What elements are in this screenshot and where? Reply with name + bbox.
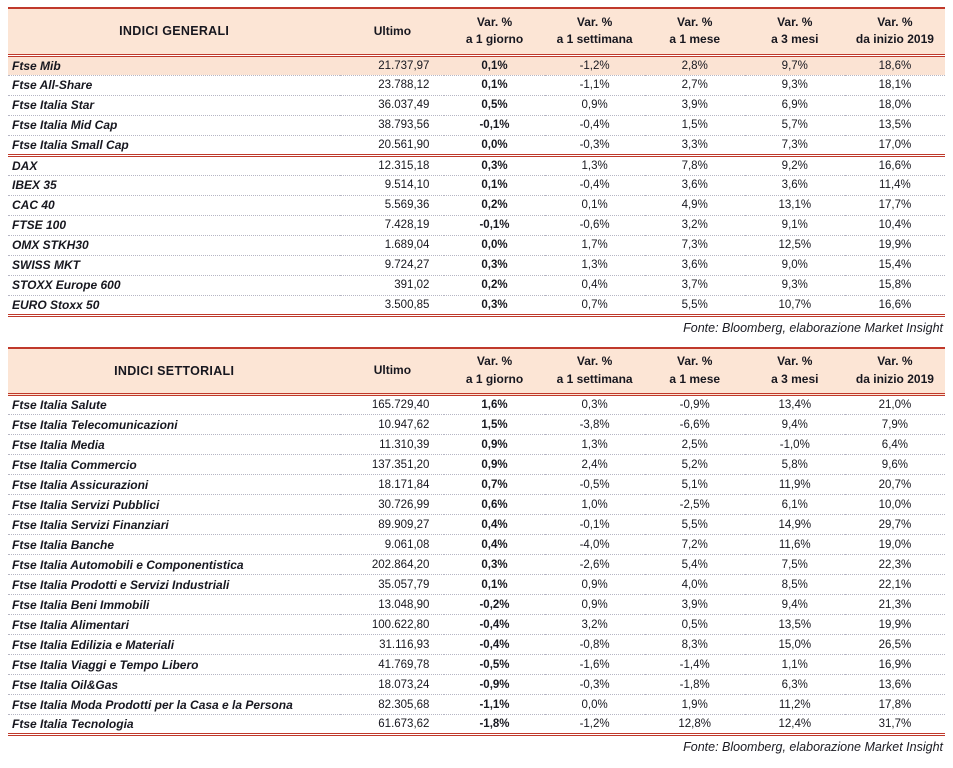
table-body bbox=[8, 55, 945, 315]
var-pct-value: 6,4% bbox=[845, 435, 945, 455]
index-name: Ftse Italia Beni Immobili bbox=[8, 595, 340, 615]
var-pct-value: 29,7% bbox=[845, 515, 945, 535]
var-pct-value: 2,8% bbox=[645, 55, 745, 75]
column-header bbox=[444, 348, 544, 395]
var-pct-value: -0,1% bbox=[545, 515, 645, 535]
index-name: DAX bbox=[8, 155, 340, 175]
var-pct-value: 15,0% bbox=[745, 635, 845, 655]
index-name: Ftse Italia Small Cap bbox=[8, 135, 340, 155]
var-pct-value: 0,1% bbox=[444, 75, 544, 95]
var-pct-value: 3,9% bbox=[645, 595, 745, 615]
index-row bbox=[8, 415, 945, 435]
column-header-line1: Var. % bbox=[677, 14, 713, 29]
ultimo-value: 31.116,93 bbox=[340, 635, 444, 655]
var-pct-value: -0,2% bbox=[444, 595, 544, 615]
ultimo-value: 5.569,36 bbox=[340, 195, 444, 215]
ultimo-value: 100.622,80 bbox=[340, 615, 444, 635]
var-pct-value: 18,6% bbox=[845, 55, 945, 75]
var-pct-value: 1,3% bbox=[545, 155, 645, 175]
var-pct-value: 4,9% bbox=[645, 195, 745, 215]
index-row bbox=[8, 75, 945, 95]
var-pct-value: 7,5% bbox=[745, 555, 845, 575]
index-name: Ftse Italia Star bbox=[8, 95, 340, 115]
index-row bbox=[8, 635, 945, 655]
var-pct-value: 9,2% bbox=[745, 155, 845, 175]
var-pct-value: 12,4% bbox=[745, 715, 845, 735]
ultimo-value: 11.310,39 bbox=[340, 435, 444, 455]
column-header-line1: Var. % bbox=[877, 354, 913, 369]
var-pct-value: 12,5% bbox=[745, 235, 845, 255]
var-pct-value: 7,3% bbox=[645, 235, 745, 255]
var-pct-value: 3,6% bbox=[645, 175, 745, 195]
var-pct-value: 0,3% bbox=[444, 555, 544, 575]
var-pct-value: -1,2% bbox=[545, 715, 645, 735]
index-name: Ftse Italia Oil&Gas bbox=[8, 675, 340, 695]
var-pct-value: 1,5% bbox=[444, 415, 544, 435]
index-name: Ftse Italia Automobili e Componentistica bbox=[8, 555, 340, 575]
header-row bbox=[8, 348, 945, 395]
column-header bbox=[645, 8, 745, 55]
indici-generali-grid bbox=[8, 7, 945, 317]
ultimo-value: 1.689,04 bbox=[340, 235, 444, 255]
var-pct-value: 11,2% bbox=[745, 695, 845, 715]
var-pct-value: -0,1% bbox=[444, 215, 544, 235]
ultimo-value: 7.428,19 bbox=[340, 215, 444, 235]
column-header-line2: da inizio 2019 bbox=[855, 371, 934, 386]
ultimo-value: 18.171,84 bbox=[340, 475, 444, 495]
var-pct-value: 1,7% bbox=[545, 235, 645, 255]
ultimo-value: 3.500,85 bbox=[340, 295, 444, 315]
var-pct-value: -1,6% bbox=[545, 655, 645, 675]
var-pct-value: -0,3% bbox=[545, 675, 645, 695]
var-pct-value: -0,6% bbox=[545, 215, 645, 235]
var-pct-value: 19,9% bbox=[845, 235, 945, 255]
ultimo-value: 41.769,78 bbox=[340, 655, 444, 675]
table-title: INDICI GENERALI bbox=[8, 8, 340, 55]
index-row bbox=[8, 95, 945, 115]
var-pct-value: -6,6% bbox=[645, 415, 745, 435]
index-row bbox=[8, 515, 945, 535]
var-pct-value: 6,1% bbox=[745, 495, 845, 515]
var-pct-value: 0,3% bbox=[444, 155, 544, 175]
var-pct-value: 0,3% bbox=[545, 395, 645, 415]
column-header-line2: a 1 settimana bbox=[556, 32, 633, 47]
var-pct-value: 11,6% bbox=[745, 535, 845, 555]
index-name: Ftse Italia Assicurazioni bbox=[8, 475, 340, 495]
column-header bbox=[745, 8, 845, 55]
ultimo-value: 10.947,62 bbox=[340, 415, 444, 435]
index-name: Ftse Italia Viaggi e Tempo Libero bbox=[8, 655, 340, 675]
var-pct-value: 0,9% bbox=[444, 455, 544, 475]
index-name: Ftse Italia Mid Cap bbox=[8, 115, 340, 135]
var-pct-value: -0,3% bbox=[545, 135, 645, 155]
var-pct-value: 0,9% bbox=[444, 435, 544, 455]
var-pct-value: 9,1% bbox=[745, 215, 845, 235]
index-name: Ftse Italia Servizi Pubblici bbox=[8, 495, 340, 515]
index-name: FTSE 100 bbox=[8, 215, 340, 235]
column-header-line1: Var. % bbox=[576, 354, 613, 369]
var-pct-value: 21,3% bbox=[845, 595, 945, 615]
index-name: CAC 40 bbox=[8, 195, 340, 215]
var-pct-value: -0,4% bbox=[545, 115, 645, 135]
index-row bbox=[8, 115, 945, 135]
var-pct-value: 0,2% bbox=[444, 275, 544, 295]
index-name: Ftse Italia Servizi Finanziari bbox=[8, 515, 340, 535]
var-pct-value: -3,8% bbox=[545, 415, 645, 435]
index-row bbox=[8, 475, 945, 495]
index-row bbox=[8, 575, 945, 595]
indici-settoriali-grid bbox=[8, 347, 945, 737]
var-pct-value: 1,0% bbox=[545, 495, 645, 515]
var-pct-value: 10,0% bbox=[845, 495, 945, 515]
indici-settoriali-table bbox=[8, 347, 945, 737]
var-pct-value: 9,3% bbox=[745, 275, 845, 295]
index-name: Ftse Italia Banche bbox=[8, 535, 340, 555]
ultimo-value: 137.351,20 bbox=[340, 455, 444, 475]
ultimo-value: 23.788,12 bbox=[340, 75, 444, 95]
var-pct-value: 17,8% bbox=[845, 695, 945, 715]
index-row bbox=[8, 55, 945, 75]
var-pct-value: -1,4% bbox=[645, 655, 745, 675]
table-header bbox=[8, 8, 945, 55]
var-pct-value: 0,9% bbox=[545, 595, 645, 615]
var-pct-value: 0,4% bbox=[444, 515, 544, 535]
var-pct-value: 7,3% bbox=[745, 135, 845, 155]
var-pct-value: 3,6% bbox=[645, 255, 745, 275]
index-name: Ftse Italia Tecnologia bbox=[8, 715, 340, 735]
var-pct-value: 11,4% bbox=[845, 175, 945, 195]
var-pct-value: 13,6% bbox=[845, 675, 945, 695]
var-pct-value: 1,6% bbox=[444, 395, 544, 415]
var-pct-value: 19,0% bbox=[845, 535, 945, 555]
var-pct-value: 5,2% bbox=[645, 455, 745, 475]
var-pct-value: 7,9% bbox=[845, 415, 945, 435]
ultimo-value: 202.864,20 bbox=[340, 555, 444, 575]
column-header-line1: Var. % bbox=[877, 14, 913, 29]
index-name: Ftse Italia Edilizia e Materiali bbox=[8, 635, 340, 655]
var-pct-value: 17,7% bbox=[845, 195, 945, 215]
var-pct-value: -0,4% bbox=[444, 615, 544, 635]
fonte-note: Fonte: Bloomberg, elaborazione Market Insight bbox=[683, 320, 943, 335]
index-row bbox=[8, 695, 945, 715]
ultimo-value: 9.514,10 bbox=[340, 175, 444, 195]
var-pct-value: 0,0% bbox=[444, 235, 544, 255]
var-pct-value: 3,6% bbox=[745, 175, 845, 195]
column-header-line1: Var. % bbox=[777, 354, 813, 369]
var-pct-value: 15,8% bbox=[845, 275, 945, 295]
index-row bbox=[8, 495, 945, 515]
index-name: Ftse Italia Salute bbox=[8, 395, 340, 415]
var-pct-value: 9,6% bbox=[845, 455, 945, 475]
var-pct-value: 9,4% bbox=[745, 595, 845, 615]
index-row bbox=[8, 535, 945, 555]
column-header bbox=[340, 8, 444, 55]
index-row bbox=[8, 675, 945, 695]
ultimo-value: 35.057,79 bbox=[340, 575, 444, 595]
ultimo-value: 20.561,90 bbox=[340, 135, 444, 155]
var-pct-value: -1,8% bbox=[444, 715, 544, 735]
var-pct-value: -0,5% bbox=[545, 475, 645, 495]
column-header-line1: Var. % bbox=[677, 354, 713, 369]
var-pct-value: 14,9% bbox=[745, 515, 845, 535]
var-pct-value: 1,9% bbox=[645, 695, 745, 715]
var-pct-value: 0,5% bbox=[444, 95, 544, 115]
ultimo-value: 82.305,68 bbox=[340, 695, 444, 715]
var-pct-value: -0,9% bbox=[444, 675, 544, 695]
var-pct-value: 5,1% bbox=[645, 475, 745, 495]
index-row bbox=[8, 255, 945, 275]
var-pct-value: 0,1% bbox=[444, 175, 544, 195]
var-pct-value: 13,4% bbox=[745, 395, 845, 415]
var-pct-value: 3,3% bbox=[645, 135, 745, 155]
var-pct-value: 0,7% bbox=[444, 475, 544, 495]
var-pct-value: 26,5% bbox=[845, 635, 945, 655]
column-header bbox=[340, 348, 444, 395]
var-pct-value: 18,1% bbox=[845, 75, 945, 95]
var-pct-value: -1,8% bbox=[645, 675, 745, 695]
var-pct-value: 15,4% bbox=[845, 255, 945, 275]
var-pct-value: 2,5% bbox=[645, 435, 745, 455]
table-title: INDICI SETTORIALI bbox=[8, 348, 340, 395]
var-pct-value: 3,7% bbox=[645, 275, 745, 295]
var-pct-value: -0,4% bbox=[545, 175, 645, 195]
var-pct-value: -0,9% bbox=[645, 395, 745, 415]
var-pct-value: 10,4% bbox=[845, 215, 945, 235]
var-pct-value: 0,6% bbox=[444, 495, 544, 515]
var-pct-value: 5,5% bbox=[645, 295, 745, 315]
var-pct-value: -2,6% bbox=[545, 555, 645, 575]
index-row bbox=[8, 615, 945, 635]
var-pct-value: 16,6% bbox=[845, 155, 945, 175]
var-pct-value: 5,5% bbox=[645, 515, 745, 535]
index-name: Ftse Mib bbox=[8, 55, 340, 75]
index-name: OMX STKH30 bbox=[8, 235, 340, 255]
index-name: Ftse Italia Alimentari bbox=[8, 615, 340, 635]
column-header-line2: a 1 giorno bbox=[465, 371, 524, 386]
ultimo-value: 36.037,49 bbox=[340, 95, 444, 115]
var-pct-value: -2,5% bbox=[645, 495, 745, 515]
index-row bbox=[8, 235, 945, 255]
ultimo-value: 9.061,08 bbox=[340, 535, 444, 555]
ultimo-value: 18.073,24 bbox=[340, 675, 444, 695]
index-name: Ftse All-Share bbox=[8, 75, 340, 95]
var-pct-value: 4,0% bbox=[645, 575, 745, 595]
var-pct-value: 0,4% bbox=[444, 535, 544, 555]
column-header-line1: Var. % bbox=[476, 14, 513, 29]
var-pct-value: 2,7% bbox=[645, 75, 745, 95]
index-row bbox=[8, 715, 945, 735]
column-header-line1: Var. % bbox=[476, 354, 513, 369]
var-pct-value: 13,1% bbox=[745, 195, 845, 215]
var-pct-value: 8,3% bbox=[645, 635, 745, 655]
index-row bbox=[8, 275, 945, 295]
var-pct-value: 1,3% bbox=[545, 255, 645, 275]
var-pct-value: 0,3% bbox=[444, 255, 544, 275]
column-header bbox=[545, 8, 645, 55]
column-header bbox=[845, 8, 945, 55]
index-row bbox=[8, 455, 945, 475]
column-header-line1: Ultimo bbox=[373, 23, 412, 38]
var-pct-value: 11,9% bbox=[745, 475, 845, 495]
column-header-line2: da inizio 2019 bbox=[855, 32, 934, 47]
column-header-line1: Var. % bbox=[777, 14, 813, 29]
var-pct-value: 0,4% bbox=[545, 275, 645, 295]
var-pct-value: -1,0% bbox=[745, 435, 845, 455]
header-row bbox=[8, 8, 945, 55]
index-name: Ftse Italia Media bbox=[8, 435, 340, 455]
fonte-note: Fonte: Bloomberg, elaborazione Market Insight bbox=[683, 740, 943, 754]
var-pct-value: 8,5% bbox=[745, 575, 845, 595]
table-header bbox=[8, 348, 945, 395]
var-pct-value: -0,4% bbox=[444, 635, 544, 655]
var-pct-value: 1,1% bbox=[745, 655, 845, 675]
var-pct-value: 9,7% bbox=[745, 55, 845, 75]
column-header bbox=[745, 348, 845, 395]
var-pct-value: 9,3% bbox=[745, 75, 845, 95]
ultimo-value: 165.729,40 bbox=[340, 395, 444, 415]
index-row bbox=[8, 175, 945, 195]
column-header bbox=[645, 348, 745, 395]
table-body bbox=[8, 395, 945, 735]
var-pct-value: 17,0% bbox=[845, 135, 945, 155]
index-name: Ftse Italia Prodotti e Servizi Industriali bbox=[8, 575, 340, 595]
var-pct-value: 0,3% bbox=[444, 295, 544, 315]
index-row bbox=[8, 435, 945, 455]
var-pct-value: 9,0% bbox=[745, 255, 845, 275]
index-name: EURO Stoxx 50 bbox=[8, 295, 340, 315]
var-pct-value: 16,9% bbox=[845, 655, 945, 675]
var-pct-value: 7,2% bbox=[645, 535, 745, 555]
index-name: Ftse Italia Moda Prodotti per la Casa e la Persona bbox=[8, 695, 340, 715]
var-pct-value: 0,7% bbox=[545, 295, 645, 315]
column-header bbox=[845, 348, 945, 395]
index-row bbox=[8, 215, 945, 235]
index-row bbox=[8, 135, 945, 155]
var-pct-value: 12,8% bbox=[645, 715, 745, 735]
index-row bbox=[8, 395, 945, 415]
var-pct-value: 3,9% bbox=[645, 95, 745, 115]
ultimo-value: 61.673,62 bbox=[340, 715, 444, 735]
column-header-line2: a 1 mese bbox=[669, 32, 721, 47]
index-name: STOXX Europe 600 bbox=[8, 275, 340, 295]
index-row bbox=[8, 195, 945, 215]
var-pct-value: 5,7% bbox=[745, 115, 845, 135]
var-pct-value: 0,0% bbox=[444, 135, 544, 155]
ultimo-value: 38.793,56 bbox=[340, 115, 444, 135]
var-pct-value: 31,7% bbox=[845, 715, 945, 735]
var-pct-value: 9,4% bbox=[745, 415, 845, 435]
var-pct-value: 3,2% bbox=[545, 615, 645, 635]
var-pct-value: 5,8% bbox=[745, 455, 845, 475]
var-pct-value: 0,1% bbox=[444, 575, 544, 595]
var-pct-value: 18,0% bbox=[845, 95, 945, 115]
index-name: IBEX 35 bbox=[8, 175, 340, 195]
var-pct-value: 0,5% bbox=[645, 615, 745, 635]
index-row bbox=[8, 295, 945, 315]
var-pct-value: -1,1% bbox=[545, 75, 645, 95]
column-header-line2: a 1 mese bbox=[669, 371, 721, 386]
ultimo-value: 21.737,97 bbox=[340, 55, 444, 75]
var-pct-value: 13,5% bbox=[745, 615, 845, 635]
var-pct-value: 5,4% bbox=[645, 555, 745, 575]
ultimo-value: 9.724,27 bbox=[340, 255, 444, 275]
var-pct-value: 0,0% bbox=[545, 695, 645, 715]
var-pct-value: 0,1% bbox=[545, 195, 645, 215]
index-name: SWISS MKT bbox=[8, 255, 340, 275]
var-pct-value: -1,1% bbox=[444, 695, 544, 715]
index-name: Ftse Italia Commercio bbox=[8, 455, 340, 475]
index-row bbox=[8, 655, 945, 675]
var-pct-value: 16,6% bbox=[845, 295, 945, 315]
column-header-line1: Var. % bbox=[576, 14, 613, 29]
var-pct-value: 13,5% bbox=[845, 115, 945, 135]
var-pct-value: 0,9% bbox=[545, 95, 645, 115]
var-pct-value: -0,5% bbox=[444, 655, 544, 675]
index-row bbox=[8, 155, 945, 175]
column-header bbox=[545, 348, 645, 395]
var-pct-value: 0,2% bbox=[444, 195, 544, 215]
var-pct-value: 10,7% bbox=[745, 295, 845, 315]
var-pct-value: 0,1% bbox=[444, 55, 544, 75]
index-name: Ftse Italia Telecomunicazioni bbox=[8, 415, 340, 435]
var-pct-value: 0,9% bbox=[545, 575, 645, 595]
column-header-line2: a 1 giorno bbox=[465, 32, 524, 47]
index-row bbox=[8, 595, 945, 615]
var-pct-value: 1,5% bbox=[645, 115, 745, 135]
column-header-line2: a 3 mesi bbox=[771, 32, 819, 47]
var-pct-value: 3,2% bbox=[645, 215, 745, 235]
column-header-line1: Ultimo bbox=[373, 363, 412, 378]
var-pct-value: 22,1% bbox=[845, 575, 945, 595]
var-pct-value: 21,0% bbox=[845, 395, 945, 415]
var-pct-value: 6,3% bbox=[745, 675, 845, 695]
index-row bbox=[8, 555, 945, 575]
var-pct-value: 19,9% bbox=[845, 615, 945, 635]
ultimo-value: 391,02 bbox=[340, 275, 444, 295]
var-pct-value: 22,3% bbox=[845, 555, 945, 575]
var-pct-value: -1,2% bbox=[545, 55, 645, 75]
var-pct-value: 6,9% bbox=[745, 95, 845, 115]
var-pct-value: -0,1% bbox=[444, 115, 544, 135]
var-pct-value: 1,3% bbox=[545, 435, 645, 455]
ultimo-value: 30.726,99 bbox=[340, 495, 444, 515]
ultimo-value: 89.909,27 bbox=[340, 515, 444, 535]
ultimo-value: 12.315,18 bbox=[340, 155, 444, 175]
column-header bbox=[444, 8, 544, 55]
var-pct-value: -0,8% bbox=[545, 635, 645, 655]
var-pct-value: 7,8% bbox=[645, 155, 745, 175]
indici-generali-table bbox=[8, 7, 945, 317]
column-header-line2: a 3 mesi bbox=[771, 371, 819, 386]
column-header-line2: a 1 settimana bbox=[556, 371, 633, 386]
var-pct-value: 2,4% bbox=[545, 455, 645, 475]
var-pct-value: -4,0% bbox=[545, 535, 645, 555]
ultimo-value: 13.048,90 bbox=[340, 595, 444, 615]
var-pct-value: 20,7% bbox=[845, 475, 945, 495]
